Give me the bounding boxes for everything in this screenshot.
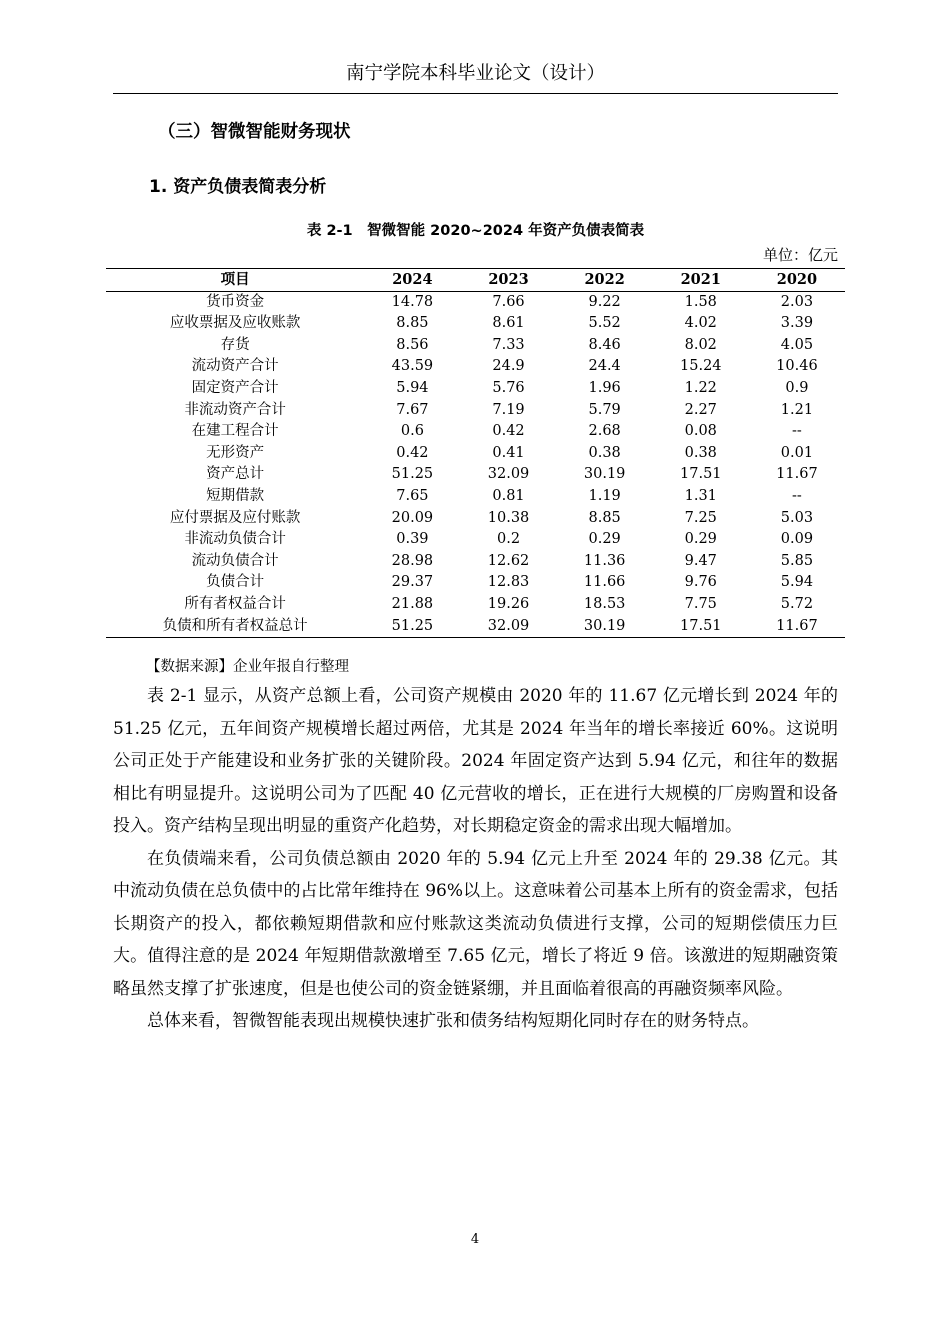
paragraph: 表 2-1 显示，从资产总额上看，公司资产规模由 2020 年的 11.67 亿元增长到 2024 年的 51.25 亿元，五年间资产规模增长超过两倍，尤其是 2024 年当年的增长率接近 60%。这说明公司正处于产能建设和业务扩张的关键阶段。2024 年固定资产达到 5.94 亿元，和往年的数据相比有明显提升。这说明公司为了匹配 40 亿元营收的增长，正在进行大规模的厂房购置和设备投入。资产结构呈现出明显的重资产化趋势，对长期稳定资金的需求出现大幅增加。 — [113, 686, 838, 836]
value-cell: 5.85 — [780, 552, 814, 569]
row-label-cell: 在建工程合计 — [191, 423, 279, 440]
row-label-cell: 非流动负债合计 — [184, 531, 286, 548]
value-cell: 51.25 — [391, 466, 434, 483]
row-label-cell: 非流动资产合计 — [184, 401, 286, 418]
row-label-cell: 所有者权益合计 — [184, 595, 286, 612]
value-cell: 0.6 — [400, 423, 424, 440]
value-cell: 30.19 — [583, 466, 626, 483]
value-cell: 8.85 — [396, 315, 429, 332]
value-cell: 17.51 — [680, 617, 722, 634]
row-label-cell: 负债和所有者权益总计 — [162, 617, 308, 634]
body-text — [113, 680, 838, 1038]
table-row — [106, 313, 845, 335]
value-cell: 11.66 — [583, 574, 626, 591]
value-cell: 5.79 — [588, 401, 621, 418]
value-cell: 0.9 — [785, 379, 809, 396]
column-header: 2022 — [557, 269, 653, 292]
value-cell: -- — [792, 423, 802, 440]
value-cell: 0.81 — [492, 487, 525, 504]
value-cell: 0.2 — [497, 531, 521, 548]
value-cell: 10.46 — [776, 358, 818, 375]
row-label-cell: 负债合计 — [206, 574, 265, 591]
value-cell: 4.02 — [684, 315, 717, 332]
table-body — [106, 291, 845, 638]
table-row — [106, 356, 845, 378]
value-cell: 9.76 — [684, 574, 717, 591]
value-cell: 32.09 — [487, 466, 530, 483]
sub-heading: 1. 资产负债表简表分析 — [149, 177, 327, 197]
value-cell: 0.42 — [492, 423, 525, 440]
paragraph: 总体来看，智微智能表现出规模快速扩张和债务结构短期化同时存在的财务特点。 — [147, 1011, 759, 1031]
column-header: 2020 — [749, 269, 845, 292]
row-label-cell: 货币资金 — [206, 293, 265, 310]
row-label-cell: 存货 — [220, 336, 250, 353]
value-cell: 17.51 — [680, 466, 722, 483]
value-cell: 5.03 — [780, 509, 814, 526]
value-cell: -- — [792, 487, 802, 504]
table-row — [106, 529, 845, 551]
value-cell: 0.42 — [396, 444, 429, 461]
value-cell: 30.19 — [583, 617, 626, 634]
value-cell: 29.37 — [391, 574, 434, 591]
table-row — [106, 551, 845, 573]
value-cell: 0.08 — [684, 423, 717, 440]
value-cell: 0.39 — [396, 531, 429, 548]
balance-sheet-table — [106, 268, 845, 638]
value-cell: 18.53 — [583, 595, 626, 612]
table-row — [106, 572, 845, 594]
value-cell: 7.65 — [396, 487, 429, 504]
value-cell: 11.67 — [776, 466, 818, 483]
value-cell: 51.25 — [391, 617, 434, 634]
table-row — [106, 464, 845, 486]
value-cell: 5.76 — [492, 379, 525, 396]
row-label-cell: 无形资产 — [206, 444, 265, 461]
table-row — [106, 400, 845, 422]
value-cell: 8.02 — [684, 336, 717, 353]
value-cell: 15.24 — [680, 358, 722, 375]
table-header-row — [106, 269, 845, 292]
value-cell: 5.94 — [396, 379, 429, 396]
value-cell: 5.94 — [780, 574, 814, 591]
table-unit: 单位：亿元 — [762, 246, 838, 264]
row-label-cell: 固定资产合计 — [191, 379, 279, 396]
row-label-cell: 应付票据及应付账款 — [169, 509, 301, 526]
row-label-cell: 流动负债合计 — [191, 552, 279, 569]
value-cell: 7.66 — [492, 293, 525, 310]
value-cell: 1.58 — [684, 293, 717, 310]
column-header: 2024 — [364, 269, 460, 292]
column-header: 2021 — [653, 269, 749, 292]
value-cell: 0.38 — [684, 444, 717, 461]
value-cell: 0.29 — [684, 531, 717, 548]
page-number: 4 — [470, 1232, 480, 1247]
value-cell: 0.01 — [780, 444, 814, 461]
value-cell: 9.47 — [684, 552, 717, 569]
value-cell: 1.22 — [684, 379, 717, 396]
section-heading: （三）智微智能财务现状 — [158, 122, 351, 142]
row-label-cell: 资产总计 — [206, 466, 265, 483]
column-header: 2023 — [460, 269, 556, 292]
value-cell: 32.09 — [487, 617, 530, 634]
value-cell: 1.21 — [780, 401, 814, 418]
value-cell: 7.25 — [684, 509, 717, 526]
value-cell: 0.09 — [780, 531, 814, 548]
table-row — [106, 616, 845, 638]
table-row — [106, 291, 845, 313]
value-cell: 7.75 — [684, 595, 717, 612]
table-row — [106, 508, 845, 530]
header-title: 南宁学院本科毕业论文（设计） — [345, 63, 605, 84]
value-cell: 2.27 — [684, 401, 717, 418]
value-cell: 8.61 — [492, 315, 525, 332]
value-cell: 0.29 — [588, 531, 621, 548]
value-cell: 5.52 — [588, 315, 621, 332]
row-label-cell: 短期借款 — [206, 487, 265, 504]
value-cell: 20.09 — [391, 509, 434, 526]
row-label-cell: 流动资产合计 — [191, 358, 279, 375]
table-row — [106, 594, 845, 616]
table-row — [106, 421, 845, 443]
value-cell: 43.59 — [391, 358, 434, 375]
page-header — [113, 60, 838, 94]
value-cell: 2.68 — [588, 423, 621, 440]
value-cell: 28.98 — [391, 552, 434, 569]
value-cell: 8.85 — [588, 509, 621, 526]
value-cell: 24.4 — [588, 358, 621, 375]
value-cell: 5.72 — [780, 595, 814, 612]
value-cell: 14.78 — [391, 293, 434, 310]
table-caption: 表 2-1 智微智能 2020~2024 年资产负债表简表 — [306, 223, 645, 239]
table-row — [106, 486, 845, 508]
value-cell: 24.9 — [492, 358, 525, 375]
value-cell: 1.19 — [588, 487, 621, 504]
paragraph: 在负债端来看，公司负债总额由 2020 年的 5.94 亿元上升至 2024 年的 29.38 亿元。其中流动负债在总负债中的占比常年维持在 96%以上。这意味着公司基本上所有的资金需求，包括长期资产的投入，都依赖短期借款和应付账款这类流动负债进行支撑，公司的短期偿债压力巨大。值得注意的是 2024 年短期借款激增至 7.65 亿元，增长了将近 9 倍。该激进的短期融资策略虽然支撑了扩张速度，但是也使公司的资金链紧绷，并且面临着很高的再融资频率风险。 — [113, 848, 838, 999]
table-row — [106, 378, 845, 400]
value-cell: 2.03 — [780, 293, 814, 310]
value-cell: 7.19 — [492, 401, 525, 418]
value-cell: 10.38 — [487, 509, 530, 526]
row-label-cell: 应收票据及应收账款 — [169, 315, 301, 332]
value-cell: 11.36 — [583, 552, 626, 569]
data-source-note: 【数据来源】企业年报自行整理 — [146, 659, 349, 675]
value-cell: 0.38 — [588, 444, 621, 461]
table-row — [106, 443, 845, 465]
value-cell: 0.41 — [492, 444, 525, 461]
value-cell: 3.39 — [780, 315, 814, 332]
value-cell: 21.88 — [391, 595, 434, 612]
table-row — [106, 335, 845, 357]
value-cell: 8.56 — [396, 336, 429, 353]
value-cell: 4.05 — [780, 336, 814, 353]
value-cell: 19.26 — [487, 595, 530, 612]
column-header: 项目 — [106, 269, 364, 292]
value-cell: 12.62 — [487, 552, 530, 569]
value-cell: 1.96 — [588, 379, 621, 396]
value-cell: 8.46 — [588, 336, 621, 353]
value-cell: 11.67 — [776, 617, 818, 634]
value-cell: 12.83 — [487, 574, 530, 591]
value-cell: 7.33 — [492, 336, 525, 353]
value-cell: 7.67 — [396, 401, 429, 418]
value-cell: 9.22 — [588, 293, 621, 310]
value-cell: 1.31 — [684, 487, 717, 504]
